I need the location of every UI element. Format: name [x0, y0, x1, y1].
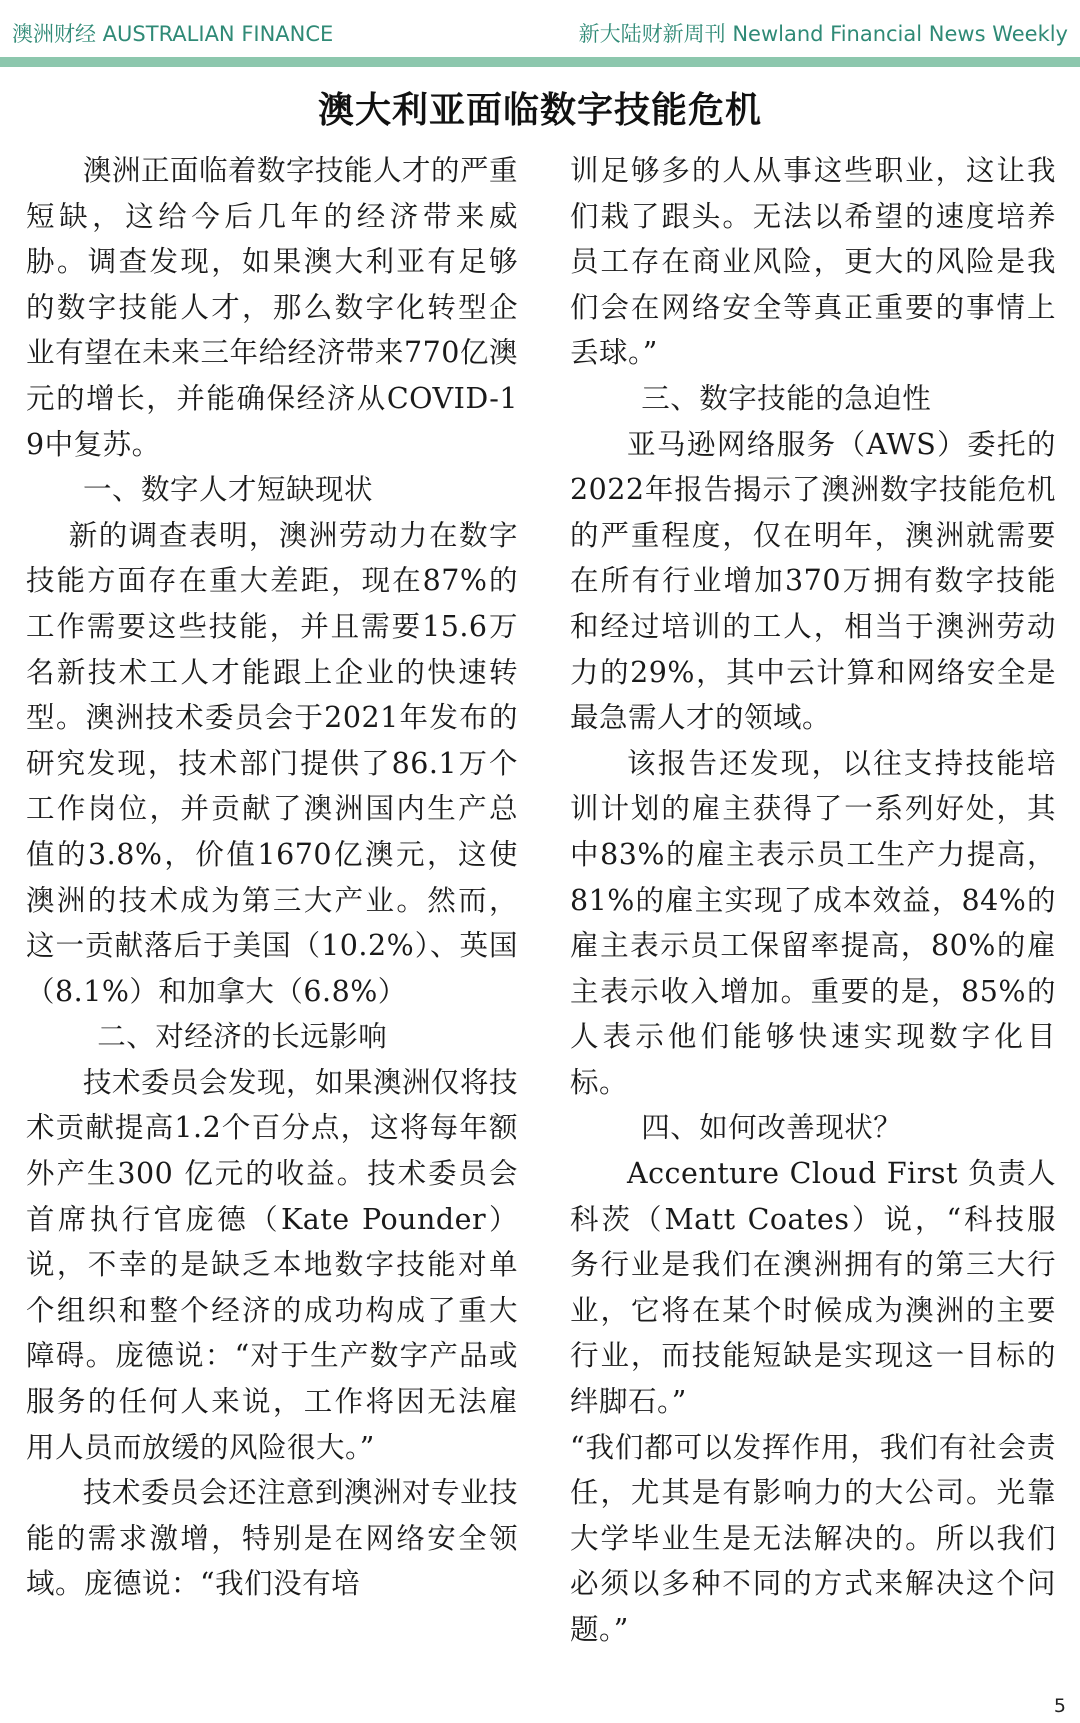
section-heading-1: 一、数字人才短缺现状	[83, 473, 374, 507]
paragraph-employer-benefits: 该报告还发现，以往支持技能培训计划的雇主获得了一系列好处，其中83%的雇主表示员工生产力提高，81%的雇主实现了成本效益，84%的雇主表示员工保留率提高，80%的雇主表示收入增加。重要的是，85%的人表示他们能够快速实现数字化目标。	[570, 746, 1056, 1099]
article-title: 澳大利亚面临数字技能危机	[317, 89, 762, 131]
section-heading-2: 二、对经济的长远影响	[97, 1020, 388, 1054]
paragraph-cybersecurity-demand: 技术委员会还注意到澳洲对专业技能的需求激增，特别是在网络安全领域。庞德说：“我们没有培	[26, 1476, 519, 1601]
publication-section-label: 澳洲财经 AUSTRALIAN FINANCE	[12, 22, 334, 46]
article-column-left	[26, 148, 518, 1607]
publication-name: 新大陆财新周刊 Newland Financial News Weekly	[578, 22, 1068, 46]
paragraph-accenture-quote: Accenture Cloud First 负责人科茨（Matt Coates）说，“科技服务行业是我们在澳洲拥有的第三大行业，它将在某个时候成为澳洲的主要行业，而技能短缺是实现这一目标的绊脚石。”	[570, 1157, 1056, 1419]
article-column-right	[570, 148, 1056, 1653]
section-heading-3: 三、数字技能的急迫性	[641, 381, 932, 415]
paragraph-continued: 训足够多的人从事这些职业，这让我们栽了跟头。无法以希望的速度培养员工存在商业风险，更大的风险是我们会在网络安全等真正重要的事情上丢球。”	[570, 154, 1056, 370]
paragraph-shortage: 新的调查表明，澳洲劳动力在数字技能方面存在重大差距，现在87%的工作需要这些技能，并且需要15.6万名新技术工人才能跟上企业的快速转型。澳洲技术委员会于2021年发布的研究发现，技术部门提供了86.1万个工作岗位，并贡献了澳洲国内生产总值的3.8%，价值1670亿澳元，这使澳洲的技术成为第三大产业。然而，这一贡献落后于美国（10.2%）、英国（8.1%）和加拿大（6.8%）	[26, 518, 518, 1008]
paragraph-closing-quote: “我们都可以发挥作用，我们有社会责任，尤其是有影响力的大公司。光靠大学毕业生是无法解决的。所以我们必须以多种不同的方式来解决这个问题。”	[570, 1430, 1056, 1646]
paragraph-economic-impact: 技术委员会发现，如果澳洲仅将技术贡献提高1.2个百分点，这将每年额外产生300 亿元的收益。技术委员会首席执行官庞德（Kate Pounder）说，不幸的是缺乏本地数字技能对单个组织和整个经济的成功构成了重大障碍。庞德说：“对于生产数字产品或服务的任何人来说，工作将因无法雇用人员而放缓的风险很大。”	[26, 1065, 519, 1464]
section-heading-4: 四、如何改善现状？	[641, 1111, 903, 1145]
page-number: 5	[1053, 1695, 1066, 1717]
paragraph-aws-report: 亚马逊网络服务（AWS）委托的2022年报告揭示了澳洲数字技能危机的严重程度，仅在明年，澳洲就需要在所有行业增加370万拥有数字技能和经过培训的工人，相当于澳洲劳动力的29%，其中云计算和网络安全是最急需人才的领域。	[570, 427, 1056, 735]
header-divider	[0, 57, 1080, 67]
paragraph-intro: 澳洲正面临着数字技能人才的严重短缺，这给今后几年的经济带来威胁。调查发现，如果澳大利亚有足够的数字技能人才，那么数字化转型企业有望在未来三年给经济带来770亿澳元的增长，并能确保经济从COVID-19中复苏。	[26, 154, 519, 461]
page-header	[0, 0, 1080, 58]
